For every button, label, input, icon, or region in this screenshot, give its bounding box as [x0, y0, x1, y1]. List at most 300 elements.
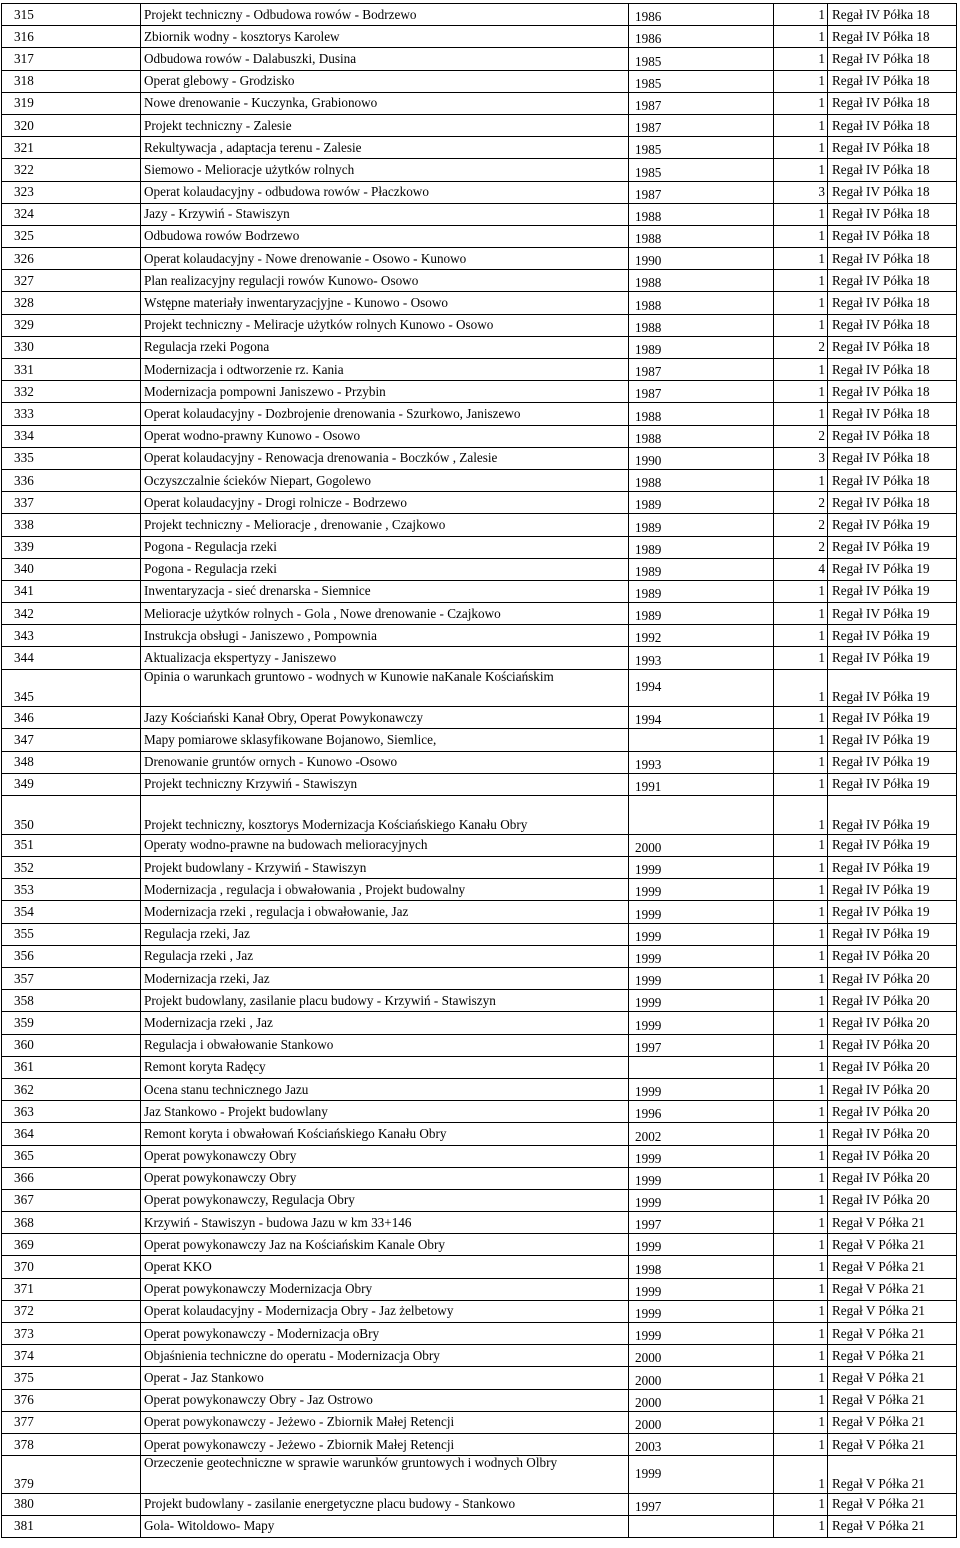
- quantity-cell: 1: [774, 795, 828, 834]
- year-cell: 1986: [629, 4, 774, 26]
- table-row: [2, 923, 957, 945]
- year-cell: [629, 729, 774, 751]
- shelf-location-cell: Regał IV Półka 19: [828, 625, 957, 647]
- entry-number-cell: 330: [2, 336, 141, 358]
- quantity-cell: 1: [774, 114, 828, 136]
- shelf-location-cell: Regał IV Półka 18: [828, 314, 957, 336]
- document-title-cell: Operat kolaudacyjny - Modernizacja Obry - Jaz żelbetowy: [141, 1300, 629, 1322]
- quantity-cell: 1: [774, 1034, 828, 1056]
- quantity-cell: 1: [774, 1367, 828, 1389]
- shelf-location-cell: Regał IV Półka 19: [828, 729, 957, 751]
- shelf-location-cell: Regał IV Półka 18: [828, 26, 957, 48]
- shelf-location-cell: Regał IV Półka 20: [828, 1034, 957, 1056]
- shelf-location-cell: Regał V Półka 21: [828, 1323, 957, 1345]
- table-row: [2, 336, 957, 358]
- quantity-cell: 1: [774, 314, 828, 336]
- entry-number-cell: 315: [2, 4, 141, 26]
- entry-number-cell: 357: [2, 968, 141, 990]
- year-cell: 1997: [629, 1212, 774, 1234]
- year-cell: 1999: [629, 857, 774, 879]
- quantity-cell: 1: [774, 270, 828, 292]
- year-cell: 1992: [629, 625, 774, 647]
- shelf-location-cell: Regał IV Półka 19: [828, 901, 957, 923]
- document-title-cell: Regulacja rzeki, Jaz: [141, 923, 629, 945]
- document-title-cell: Projekt techniczny - Melioracje , drenowanie , Czajkowo: [141, 514, 629, 536]
- year-cell: 1987: [629, 181, 774, 203]
- table-row: [2, 1323, 957, 1345]
- entry-number-cell: 365: [2, 1145, 141, 1167]
- year-cell: 1999: [629, 968, 774, 990]
- quantity-cell: 1: [774, 1234, 828, 1256]
- year-cell: 1999: [629, 1078, 774, 1100]
- year-cell: 1988: [629, 425, 774, 447]
- entry-number-cell: 354: [2, 901, 141, 923]
- quantity-cell: 1: [774, 1515, 828, 1537]
- document-title-cell: Mapy pomiarowe sklasyfikowane Bojanowo, Siemlice,: [141, 729, 629, 751]
- shelf-location-cell: Regał IV Półka 20: [828, 1078, 957, 1100]
- table-row: [2, 1012, 957, 1034]
- quantity-cell: 1: [774, 225, 828, 247]
- table-row: [2, 203, 957, 225]
- year-cell: 1987: [629, 381, 774, 403]
- shelf-location-cell: Regał IV Półka 18: [828, 159, 957, 181]
- document-title-cell: Operat powykonawczy, Regulacja Obry: [141, 1189, 629, 1211]
- shelf-location-cell: Regał IV Półka 20: [828, 1012, 957, 1034]
- table-row: [2, 447, 957, 469]
- shelf-location-cell: Regał IV Półka 20: [828, 1123, 957, 1145]
- quantity-cell: 1: [774, 751, 828, 773]
- entry-number-cell: 353: [2, 879, 141, 901]
- year-cell: 1988: [629, 403, 774, 425]
- shelf-location-cell: Regał IV Półka 18: [828, 137, 957, 159]
- table-row: [2, 945, 957, 967]
- table-row: [2, 359, 957, 381]
- quantity-cell: 1: [774, 4, 828, 26]
- archive-register-table: [1, 3, 957, 1538]
- quantity-cell: 1: [774, 1278, 828, 1300]
- quantity-cell: 1: [774, 647, 828, 669]
- shelf-location-cell: Regał IV Półka 20: [828, 1167, 957, 1189]
- document-title-cell: Modernizacja rzeki, Jaz: [141, 968, 629, 990]
- document-title-cell: Wstępne materiały inwentaryzacjyjne - Kunowo - Osowo: [141, 292, 629, 314]
- shelf-location-cell: Regał IV Półka 19: [828, 558, 957, 580]
- entry-number-cell: 347: [2, 729, 141, 751]
- entry-number-cell: 328: [2, 292, 141, 314]
- document-title-cell: Regulacja i obwałowanie Stankowo: [141, 1034, 629, 1056]
- year-cell: 2000: [629, 1411, 774, 1433]
- quantity-cell: 1: [774, 292, 828, 314]
- table-row: [2, 857, 957, 879]
- document-title-cell: Inwentaryzacja - sieć drenarska - Siemnice: [141, 580, 629, 602]
- quantity-cell: 1: [774, 773, 828, 795]
- entry-number-cell: 376: [2, 1389, 141, 1411]
- table-row: [2, 1493, 957, 1515]
- shelf-location-cell: Regał IV Półka 19: [828, 514, 957, 536]
- table-row: [2, 270, 957, 292]
- shelf-location-cell: Regał V Półka 21: [828, 1493, 957, 1515]
- quantity-cell: 1: [774, 968, 828, 990]
- year-cell: 1988: [629, 314, 774, 336]
- table-row: [2, 92, 957, 114]
- table-row: [2, 1189, 957, 1211]
- year-cell: 1988: [629, 292, 774, 314]
- year-cell: 1999: [629, 1012, 774, 1034]
- quantity-cell: 1: [774, 1212, 828, 1234]
- year-cell: 1988: [629, 225, 774, 247]
- entry-number-cell: 333: [2, 403, 141, 425]
- document-title-cell: Projekt budowlany - zasilanie energetyczne placu budowy - Stankowo: [141, 1493, 629, 1515]
- document-title-cell: Modernizacja , regulacja i obwałowania , Projekt budowalny: [141, 879, 629, 901]
- document-title-cell: Projekt techniczny Krzywiń - Stawiszyn: [141, 773, 629, 795]
- shelf-location-cell: Regał IV Półka 18: [828, 447, 957, 469]
- entry-number-cell: 316: [2, 26, 141, 48]
- shelf-location-cell: Regał V Półka 21: [828, 1234, 957, 1256]
- document-title-cell: Jaz Stankowo - Projekt budowlany: [141, 1101, 629, 1123]
- quantity-cell: 1: [774, 70, 828, 92]
- shelf-location-cell: Regał IV Półka 18: [828, 492, 957, 514]
- table-row: [2, 181, 957, 203]
- entry-number-cell: 358: [2, 990, 141, 1012]
- table-row: [2, 1433, 957, 1455]
- document-title-cell: Operat kolaudacyjny - odbudowa rowów - Płaczkowo: [141, 181, 629, 203]
- table-row: [2, 381, 957, 403]
- entry-number-cell: 342: [2, 603, 141, 625]
- shelf-location-cell: Regał V Półka 21: [828, 1256, 957, 1278]
- shelf-location-cell: Regał IV Półka 18: [828, 203, 957, 225]
- quantity-cell: 1: [774, 403, 828, 425]
- document-title-cell: Operat powykonawczy - Jeżewo - Zbiornik Małej Retencji: [141, 1411, 629, 1433]
- table-row: [2, 990, 957, 1012]
- document-title-cell: Instrukcja obsługi - Janiszewo , Pompownia: [141, 625, 629, 647]
- table-row: [2, 48, 957, 70]
- table-row: [2, 1078, 957, 1100]
- quantity-cell: 1: [774, 1012, 828, 1034]
- document-title-cell: Operat - Jaz Stankowo: [141, 1367, 629, 1389]
- document-title-cell: Operat kolaudacyjny - Dozbrojenie drenowania - Szurkowo, Janiszewo: [141, 403, 629, 425]
- year-cell: 1988: [629, 203, 774, 225]
- table-row: [2, 114, 957, 136]
- table-row: [2, 1278, 957, 1300]
- shelf-location-cell: Regał IV Półka 18: [828, 270, 957, 292]
- shelf-location-cell: Regał V Półka 21: [828, 1456, 957, 1494]
- document-title-cell: Operat kolaudacyjny - Drogi rolnicze - Bodrzewo: [141, 492, 629, 514]
- document-title-cell: Odbudowa rowów Bodrzewo: [141, 225, 629, 247]
- quantity-cell: 1: [774, 990, 828, 1012]
- shelf-location-cell: Regał IV Półka 18: [828, 4, 957, 26]
- shelf-location-cell: Regał IV Półka 20: [828, 945, 957, 967]
- year-cell: 1999: [629, 1234, 774, 1256]
- year-cell: 1996: [629, 1101, 774, 1123]
- entry-number-cell: 337: [2, 492, 141, 514]
- table-row: [2, 248, 957, 270]
- year-cell: 2000: [629, 834, 774, 856]
- table-row: [2, 729, 957, 751]
- table-row: [2, 834, 957, 856]
- quantity-cell: 1: [774, 923, 828, 945]
- year-cell: 1985: [629, 70, 774, 92]
- shelf-location-cell: Regał IV Półka 20: [828, 1101, 957, 1123]
- table-row: [2, 514, 957, 536]
- document-title-cell: Modernizacja rzeki , Jaz: [141, 1012, 629, 1034]
- quantity-cell: 1: [774, 1323, 828, 1345]
- table-row: [2, 1101, 957, 1123]
- table-row: [2, 773, 957, 795]
- document-title-cell: Plan realizacyjny regulacji rowów Kunowo- Osowo: [141, 270, 629, 292]
- document-title-cell: Rekultywacja , adaptacja terenu - Zalesie: [141, 137, 629, 159]
- quantity-cell: 2: [774, 536, 828, 558]
- document-title-cell: Operat KKO: [141, 1256, 629, 1278]
- year-cell: 1987: [629, 92, 774, 114]
- year-cell: [629, 1515, 774, 1537]
- year-cell: [629, 1056, 774, 1078]
- year-cell: 1999: [629, 1145, 774, 1167]
- entry-number-cell: 335: [2, 447, 141, 469]
- quantity-cell: 1: [774, 1493, 828, 1515]
- document-title-cell: Pogona - Regulacja rzeki: [141, 558, 629, 580]
- entry-number-cell: 349: [2, 773, 141, 795]
- quantity-cell: 1: [774, 159, 828, 181]
- table-row: [2, 1367, 957, 1389]
- table-row: [2, 751, 957, 773]
- year-cell: 1997: [629, 1493, 774, 1515]
- table-row: [2, 70, 957, 92]
- entry-number-cell: 377: [2, 1411, 141, 1433]
- table-row: [2, 1056, 957, 1078]
- quantity-cell: 1: [774, 707, 828, 729]
- shelf-location-cell: Regał IV Półka 18: [828, 92, 957, 114]
- shelf-location-cell: Regał V Półka 21: [828, 1278, 957, 1300]
- entry-number-cell: 345: [2, 669, 141, 707]
- shelf-location-cell: Regał V Półka 21: [828, 1300, 957, 1322]
- shelf-location-cell: Regał V Półka 21: [828, 1367, 957, 1389]
- table-row: [2, 425, 957, 447]
- entry-number-cell: 346: [2, 707, 141, 729]
- quantity-cell: 1: [774, 48, 828, 70]
- year-cell: 1989: [629, 603, 774, 625]
- quantity-cell: 1: [774, 834, 828, 856]
- year-cell: 1988: [629, 270, 774, 292]
- quantity-cell: 4: [774, 558, 828, 580]
- entry-number-cell: 363: [2, 1101, 141, 1123]
- quantity-cell: 1: [774, 248, 828, 270]
- year-cell: 1985: [629, 137, 774, 159]
- year-cell: 1989: [629, 536, 774, 558]
- quantity-cell: 1: [774, 1167, 828, 1189]
- table-row: [2, 1234, 957, 1256]
- entry-number-cell: 323: [2, 181, 141, 203]
- quantity-cell: 1: [774, 857, 828, 879]
- quantity-cell: 1: [774, 1411, 828, 1433]
- table-row: [2, 1034, 957, 1056]
- table-row: [2, 1167, 957, 1189]
- shelf-location-cell: Regał IV Półka 19: [828, 707, 957, 729]
- entry-number-cell: 350: [2, 795, 141, 834]
- document-title-cell: Odbudowa rowów - Dalabuszki, Dusina: [141, 48, 629, 70]
- year-cell: 1987: [629, 359, 774, 381]
- document-title-cell: Jazy - Krzywiń - Stawiszyn: [141, 203, 629, 225]
- entry-number-cell: 320: [2, 114, 141, 136]
- table-row: [2, 1123, 957, 1145]
- table-row: [2, 1515, 957, 1537]
- shelf-location-cell: Regał IV Półka 18: [828, 469, 957, 491]
- quantity-cell: 1: [774, 203, 828, 225]
- year-cell: 1990: [629, 248, 774, 270]
- entry-number-cell: 379: [2, 1456, 141, 1494]
- year-cell: 1990: [629, 447, 774, 469]
- quantity-cell: 1: [774, 1256, 828, 1278]
- shelf-location-cell: Regał IV Półka 20: [828, 968, 957, 990]
- document-title-cell: Operat kolaudacyjny - Nowe drenowanie - Osowo - Kunowo: [141, 248, 629, 270]
- shelf-location-cell: Regał V Półka 21: [828, 1411, 957, 1433]
- entry-number-cell: 322: [2, 159, 141, 181]
- document-title-cell: Projekt techniczny, kosztorys Modernizacja Kościańskiego Kanału Obry: [141, 795, 629, 834]
- entry-number-cell: 378: [2, 1433, 141, 1455]
- year-cell: 1987: [629, 114, 774, 136]
- year-cell: 1989: [629, 492, 774, 514]
- entry-number-cell: 340: [2, 558, 141, 580]
- shelf-location-cell: Regał IV Półka 19: [828, 879, 957, 901]
- table-row: [2, 292, 957, 314]
- entry-number-cell: 351: [2, 834, 141, 856]
- table-row: [2, 580, 957, 602]
- year-cell: 1985: [629, 48, 774, 70]
- table-row: [2, 603, 957, 625]
- entry-number-cell: 370: [2, 1256, 141, 1278]
- entry-number-cell: 380: [2, 1493, 141, 1515]
- document-title-cell: Modernizacja pompowni Janiszewo - Przybin: [141, 381, 629, 403]
- document-title-cell: Krzywiń - Stawiszyn - budowa Jazu w km 33+146: [141, 1212, 629, 1234]
- entry-number-cell: 381: [2, 1515, 141, 1537]
- entry-number-cell: 321: [2, 137, 141, 159]
- shelf-location-cell: Regał IV Półka 18: [828, 248, 957, 270]
- entry-number-cell: 327: [2, 270, 141, 292]
- document-title-cell: Operat powykonawczy Obry: [141, 1145, 629, 1167]
- entry-number-cell: 369: [2, 1234, 141, 1256]
- table-row: [2, 225, 957, 247]
- entry-number-cell: 334: [2, 425, 141, 447]
- document-title-cell: Zbiornik wodny - kosztorys Karolew: [141, 26, 629, 48]
- table-row: [2, 1212, 957, 1234]
- table-row: [2, 4, 957, 26]
- quantity-cell: 1: [774, 1078, 828, 1100]
- document-title-cell: Objaśnienia techniczne do operatu - Modernizacja Obry: [141, 1345, 629, 1367]
- shelf-location-cell: Regał IV Półka 19: [828, 603, 957, 625]
- quantity-cell: 1: [774, 137, 828, 159]
- document-title-cell: Oczyszczalnie ścieków Niepart, Gogolewo: [141, 469, 629, 491]
- quantity-cell: 1: [774, 1189, 828, 1211]
- register-body: [2, 4, 957, 1538]
- entry-number-cell: 325: [2, 225, 141, 247]
- shelf-location-cell: Regał IV Półka 18: [828, 336, 957, 358]
- entry-number-cell: 374: [2, 1345, 141, 1367]
- quantity-cell: 1: [774, 580, 828, 602]
- table-row: [2, 1389, 957, 1411]
- year-cell: 1989: [629, 558, 774, 580]
- quantity-cell: 2: [774, 514, 828, 536]
- table-row: [2, 1300, 957, 1322]
- year-cell: 2000: [629, 1345, 774, 1367]
- quantity-cell: 1: [774, 729, 828, 751]
- document-title-cell: Projekt techniczny - Meliracje użytków rolnych Kunowo - Osowo: [141, 314, 629, 336]
- table-row: [2, 1256, 957, 1278]
- year-cell: 1985: [629, 159, 774, 181]
- document-title-cell: Ocena stanu technicznego Jazu: [141, 1078, 629, 1100]
- table-row: [2, 137, 957, 159]
- entry-number-cell: 364: [2, 1123, 141, 1145]
- entry-number-cell: 359: [2, 1012, 141, 1034]
- year-cell: 2000: [629, 1367, 774, 1389]
- document-title-cell: Jazy Kościański Kanał Obry, Operat Powykonawczy: [141, 707, 629, 729]
- year-cell: 1999: [629, 945, 774, 967]
- entry-number-cell: 339: [2, 536, 141, 558]
- shelf-location-cell: Regał IV Półka 19: [828, 580, 957, 602]
- quantity-cell: 1: [774, 359, 828, 381]
- entry-number-cell: 362: [2, 1078, 141, 1100]
- entry-number-cell: 371: [2, 1278, 141, 1300]
- shelf-location-cell: Regał IV Półka 20: [828, 1189, 957, 1211]
- shelf-location-cell: Regał IV Półka 20: [828, 1145, 957, 1167]
- year-cell: 2002: [629, 1123, 774, 1145]
- quantity-cell: 1: [774, 945, 828, 967]
- shelf-location-cell: Regał IV Półka 18: [828, 181, 957, 203]
- quantity-cell: 2: [774, 492, 828, 514]
- entry-number-cell: 355: [2, 923, 141, 945]
- year-cell: 1994: [629, 707, 774, 729]
- quantity-cell: 1: [774, 1345, 828, 1367]
- document-title-cell: Siemowo - Melioracje użytków rolnych: [141, 159, 629, 181]
- year-cell: 1999: [629, 1300, 774, 1322]
- entry-number-cell: 368: [2, 1212, 141, 1234]
- document-title-cell: Projekt techniczny - Zalesie: [141, 114, 629, 136]
- year-cell: 1999: [629, 1278, 774, 1300]
- year-cell: 1991: [629, 773, 774, 795]
- shelf-location-cell: Regał IV Półka 20: [828, 1056, 957, 1078]
- document-title-cell: Operat powykonawczy - Jeżewo - Zbiornik Małej Retencji: [141, 1433, 629, 1455]
- entry-number-cell: 367: [2, 1189, 141, 1211]
- table-row: [2, 536, 957, 558]
- shelf-location-cell: Regał IV Półka 18: [828, 225, 957, 247]
- document-title-cell: Projekt budowlany - Krzywiń - Stawiszyn: [141, 857, 629, 879]
- table-row: [2, 879, 957, 901]
- quantity-cell: 1: [774, 1300, 828, 1322]
- shelf-location-cell: Regał IV Półka 19: [828, 536, 957, 558]
- shelf-location-cell: Regał IV Półka 18: [828, 292, 957, 314]
- document-title-cell: Melioracje użytków rolnych - Gola , Nowe drenowanie - Czajkowo: [141, 603, 629, 625]
- document-title-cell: Operat powykonawczy Obry: [141, 1167, 629, 1189]
- table-row: [2, 647, 957, 669]
- quantity-cell: 3: [774, 447, 828, 469]
- document-title-cell: Operat wodno-prawny Kunowo - Osowo: [141, 425, 629, 447]
- year-cell: 2000: [629, 1389, 774, 1411]
- year-cell: 1999: [629, 990, 774, 1012]
- quantity-cell: 1: [774, 1101, 828, 1123]
- entry-number-cell: 366: [2, 1167, 141, 1189]
- quantity-cell: 1: [774, 1056, 828, 1078]
- quantity-cell: 2: [774, 425, 828, 447]
- table-row: [2, 159, 957, 181]
- entry-number-cell: 361: [2, 1056, 141, 1078]
- shelf-location-cell: Regał V Półka 21: [828, 1389, 957, 1411]
- shelf-location-cell: Regał IV Półka 18: [828, 403, 957, 425]
- entry-number-cell: 331: [2, 359, 141, 381]
- year-cell: 1999: [629, 1189, 774, 1211]
- year-cell: [629, 795, 774, 834]
- table-row: [2, 625, 957, 647]
- document-title-cell: Nowe drenowanie - Kuczynka, Grabionowo: [141, 92, 629, 114]
- quantity-cell: 1: [774, 26, 828, 48]
- shelf-location-cell: Regał IV Półka 20: [828, 990, 957, 1012]
- entry-number-cell: 373: [2, 1323, 141, 1345]
